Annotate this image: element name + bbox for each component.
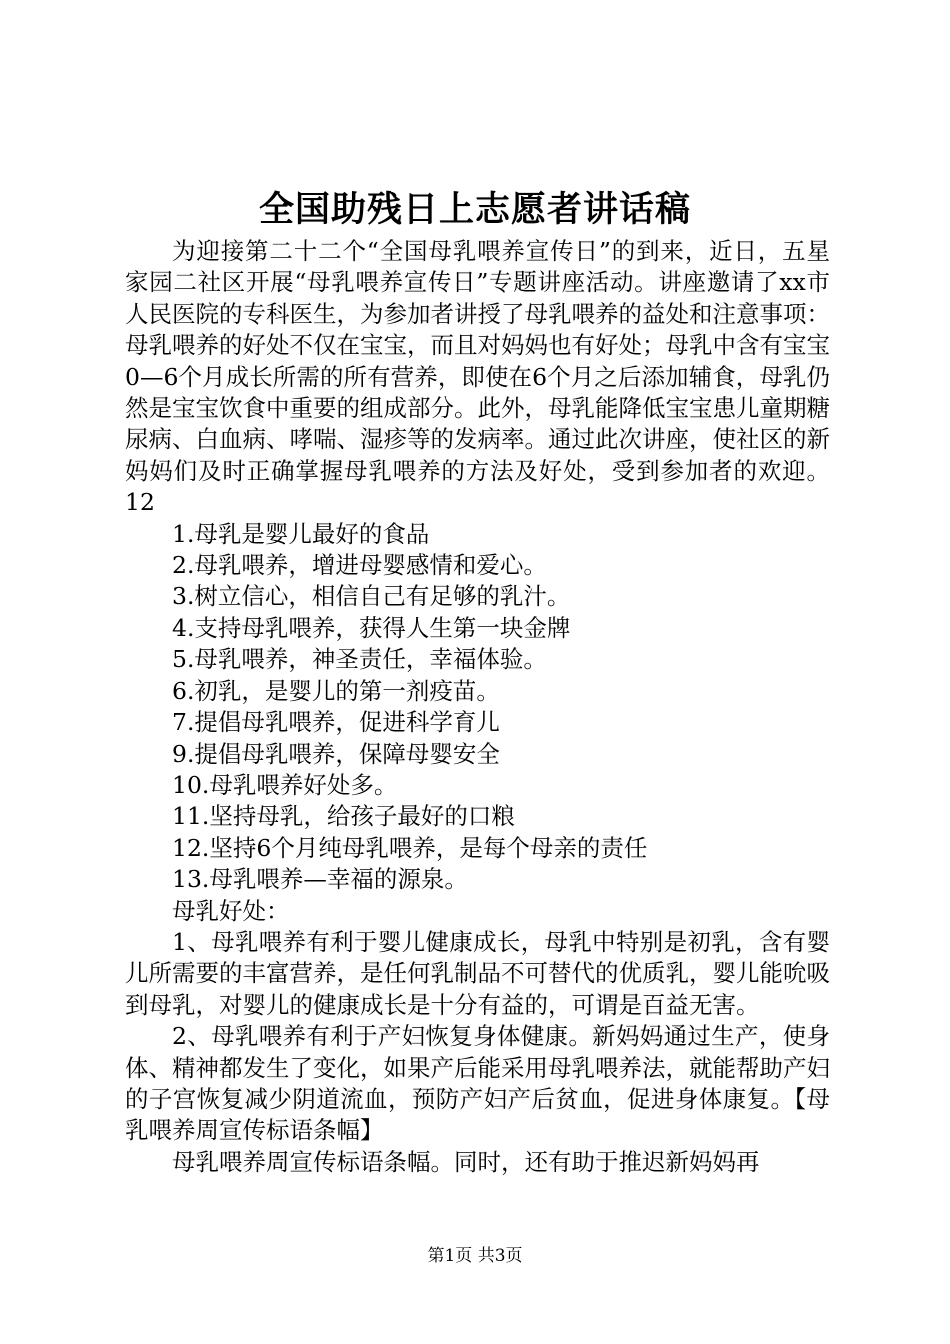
document-body xyxy=(125,236,830,1178)
benefits-heading: 母乳好处： xyxy=(172,896,290,925)
benefit-paragraph-2: 2、母乳喂养有利于产妇恢复身体健康。新妈妈通过生产，使身体、精神都发生了变化，如果产后能采用母乳喂养法，就能帮助产妇的子宫恢复减少阴道流血，预防产妇产后贫血，促进身体康复。【母乳喂养周宣传标语条幅】 xyxy=(125,1022,830,1145)
slogan-list xyxy=(125,519,830,896)
slogan-item: 2.母乳喂养，增进母婴感情和爱心。 xyxy=(172,551,547,580)
page-number: 第1页 共3页 xyxy=(427,1246,523,1266)
slogan-item: 5.母乳喂养，神圣责任，幸福体验。 xyxy=(172,645,547,674)
document-title: 全国助残日上志愿者讲话稿 xyxy=(258,189,691,230)
continuation-paragraph: 母乳喂养周宣传标语条幅。同时，还有助于推迟新妈妈再 xyxy=(172,1147,760,1176)
slogan-item: 6.初乳，是婴儿的第一剂疫苗。 xyxy=(172,676,500,705)
benefit-paragraph-1: 1、母乳喂养有利于婴儿健康成长，母乳中特别是初乳，含有婴儿所需要的丰富营养，是任何乳制品不可替代的优质乳，婴儿能吮吸到母乳，对婴儿的健康成长是十分有益的，可谓是百益无害。 xyxy=(125,927,830,1019)
slogan-item: 10.母乳喂养好处多。 xyxy=(172,770,398,799)
slogan-item: 13.母乳喂养—幸福的源泉。 xyxy=(172,865,468,894)
intro-paragraph: 为迎接第二十二个“全国母乳喂养宣传日”的到来，近日，五星家园二社区开展“母乳喂养宣传日”专题讲座活动。讲座邀请了xx市人民医院的专科医生，为参加者讲授了母乳喂养的益处和注意事项：母乳喂养的好处不仅在宝宝，而且对妈妈也有好处；母乳中含有宝宝0—6个月成长所需的所有营养，即使在6个月之后添加辅食，母乳仍然是宝宝饮食中重要的组成部分。此外，母乳能降低宝宝患儿童期糖尿病、白血病、哮喘、湿疹等的发病率。通过此次讲座，使社区的新妈妈们及时正确掌握母乳喂养的方法及好处，受到参加者的欢迎。12 xyxy=(125,237,830,517)
slogan-item: 7.提倡母乳喂养，促进科学育儿 xyxy=(172,708,500,737)
slogan-item: 3.树立信心，相信自己有足够的乳汁。 xyxy=(172,582,571,611)
slogan-item: 4.支持母乳喂养，获得人生第一块金牌 xyxy=(172,613,571,642)
slogan-item: 9.提倡母乳喂养，保障母婴安全 xyxy=(172,739,500,768)
slogan-item: 11.坚持母乳，给孩子最好的口粮 xyxy=(172,802,515,831)
slogan-item: 1.母乳是婴儿最好的食品 xyxy=(172,519,430,548)
slogan-item: 12.坚持6个月纯母乳喂养，是每个母亲的责任 xyxy=(172,833,648,862)
